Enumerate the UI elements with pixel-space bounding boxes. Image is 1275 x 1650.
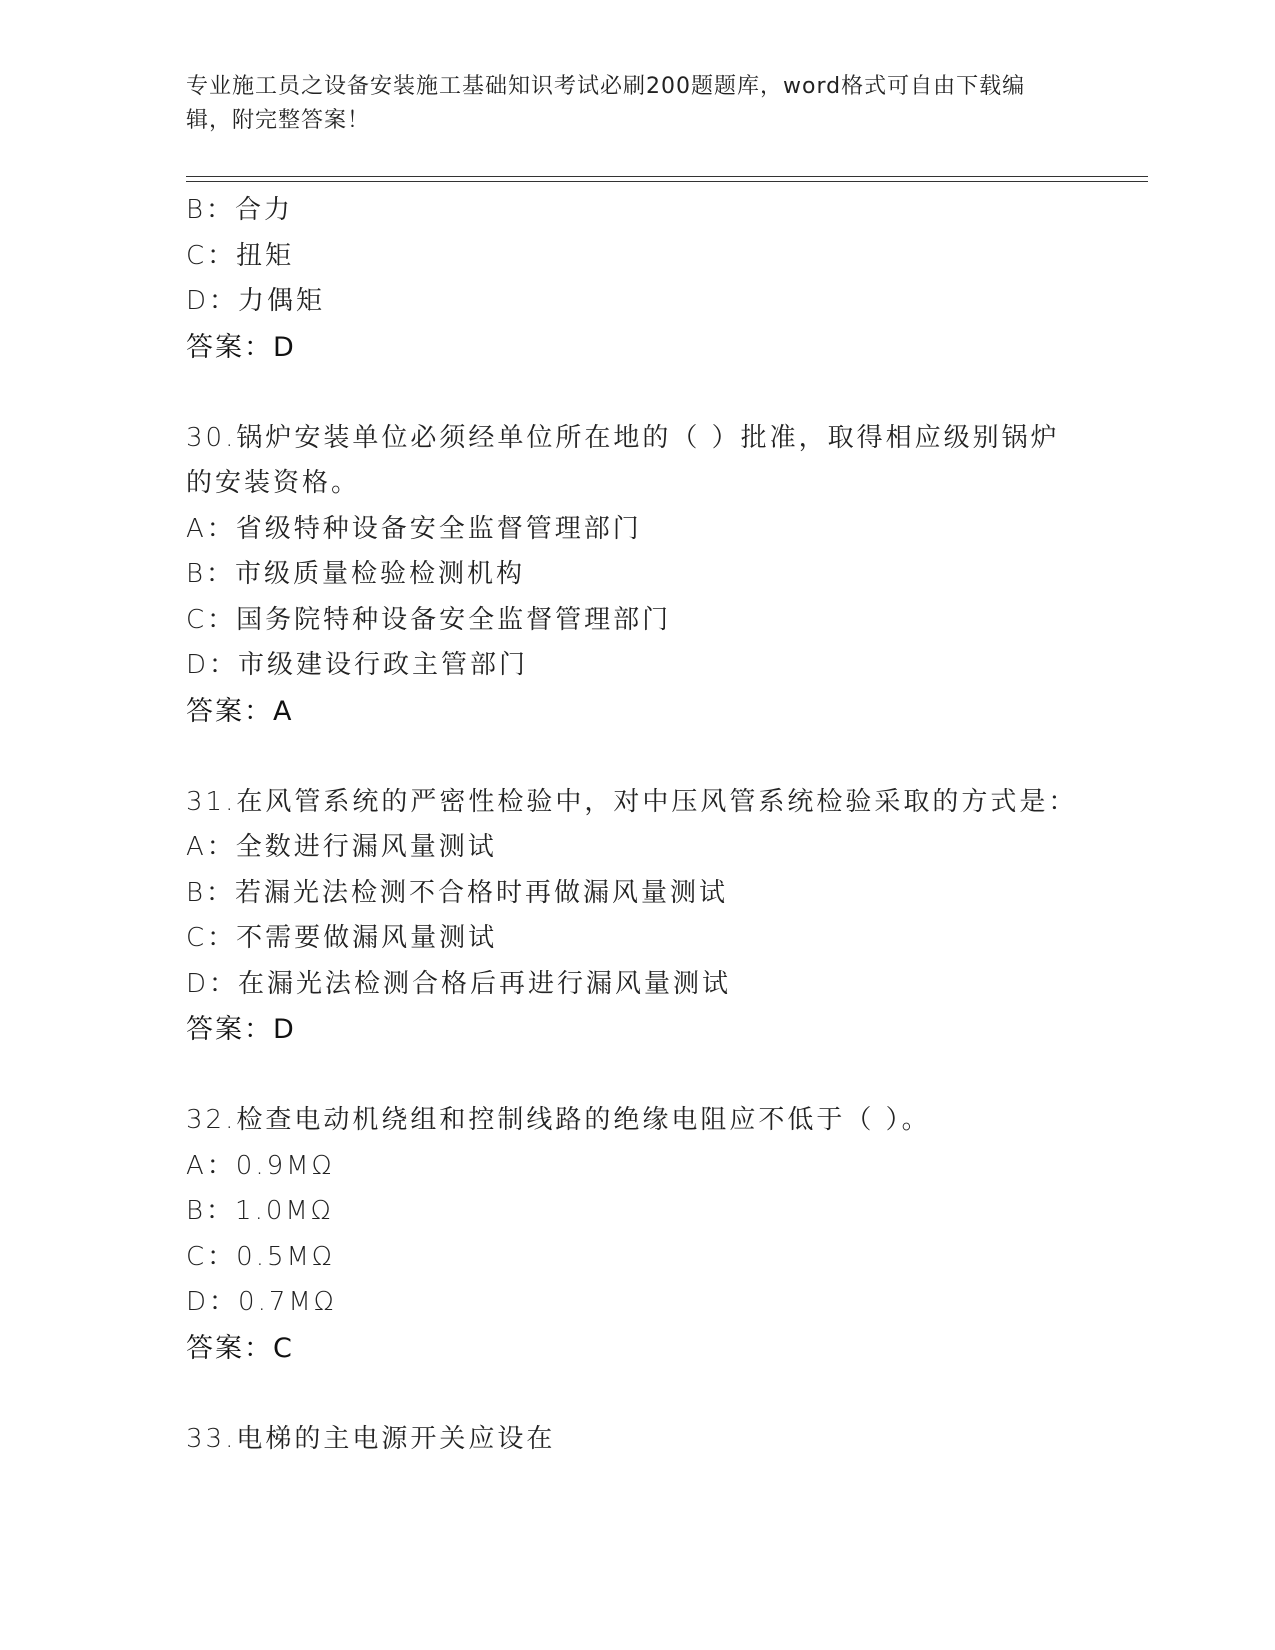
spacer (186, 1053, 1086, 1099)
spacer (186, 1371, 1086, 1417)
option-c: C：扭矩 (186, 240, 295, 271)
option-d: D：力偶矩 (186, 286, 326, 316)
spacer (186, 734, 1086, 780)
option-d: D：市级建设行政主管部门 (186, 650, 529, 680)
question-list (186, 188, 1086, 1462)
option-c: C：国务院特种设备安全监督管理部门 (186, 604, 672, 635)
document-header: 专业施工员之设备安装施工基础知识考试必刷200题题库，word格式可自由下载编辑，附完整答案！ (186, 74, 1026, 133)
option-b: B：市级质量检验检测机构 (186, 559, 526, 589)
spacer (186, 370, 1086, 416)
question-stem-continued: 的安装资格。 (186, 468, 361, 498)
option-d: D：在漏光法检测合格后再进行漏风量测试 (186, 968, 732, 999)
header-divider-bottom (186, 181, 1148, 182)
answer-line: 答案：D (186, 331, 296, 363)
question-stem: 31.在风管系统的严密性检验中，对中压风管系统检验采取的方式是： (186, 786, 1078, 817)
option-c: C：不需要做漏风量测试 (186, 923, 498, 953)
question-stem: 32.检查电动机绕组和控制线路的绝缘电阻应不低于（ ）。 (186, 1105, 931, 1135)
option-a: A：0.9MΩ (186, 1150, 335, 1181)
option-a: A：省级特种设备安全监督管理部门 (186, 513, 642, 544)
option-b: B：1.0MΩ (186, 1196, 334, 1226)
question-30 (186, 416, 1086, 735)
question-31 (186, 780, 1086, 1053)
option-b: B：合力 (186, 195, 294, 225)
option-b: B：若漏光法检测不合格时再做漏风量测试 (186, 877, 729, 908)
option-c: C：0.5MΩ (186, 1241, 335, 1272)
question-29-continuation (186, 188, 1086, 370)
header-divider-top (186, 176, 1148, 177)
option-a: A：全数进行漏风量测试 (186, 832, 497, 862)
question-32 (186, 1098, 1086, 1371)
question-stem: 30.锅炉安装单位必须经单位所在地的（ ）批准，取得相应级别锅炉 (186, 422, 1060, 453)
answer-line: 答案：A (186, 695, 294, 727)
answer-line: 答案：C (186, 1332, 294, 1364)
option-d: D：0.7MΩ (186, 1287, 337, 1317)
question-33 (186, 1417, 1086, 1463)
question-stem: 33.电梯的主电源开关应设在 (186, 1423, 556, 1454)
answer-line: 答案：D (186, 1014, 296, 1045)
